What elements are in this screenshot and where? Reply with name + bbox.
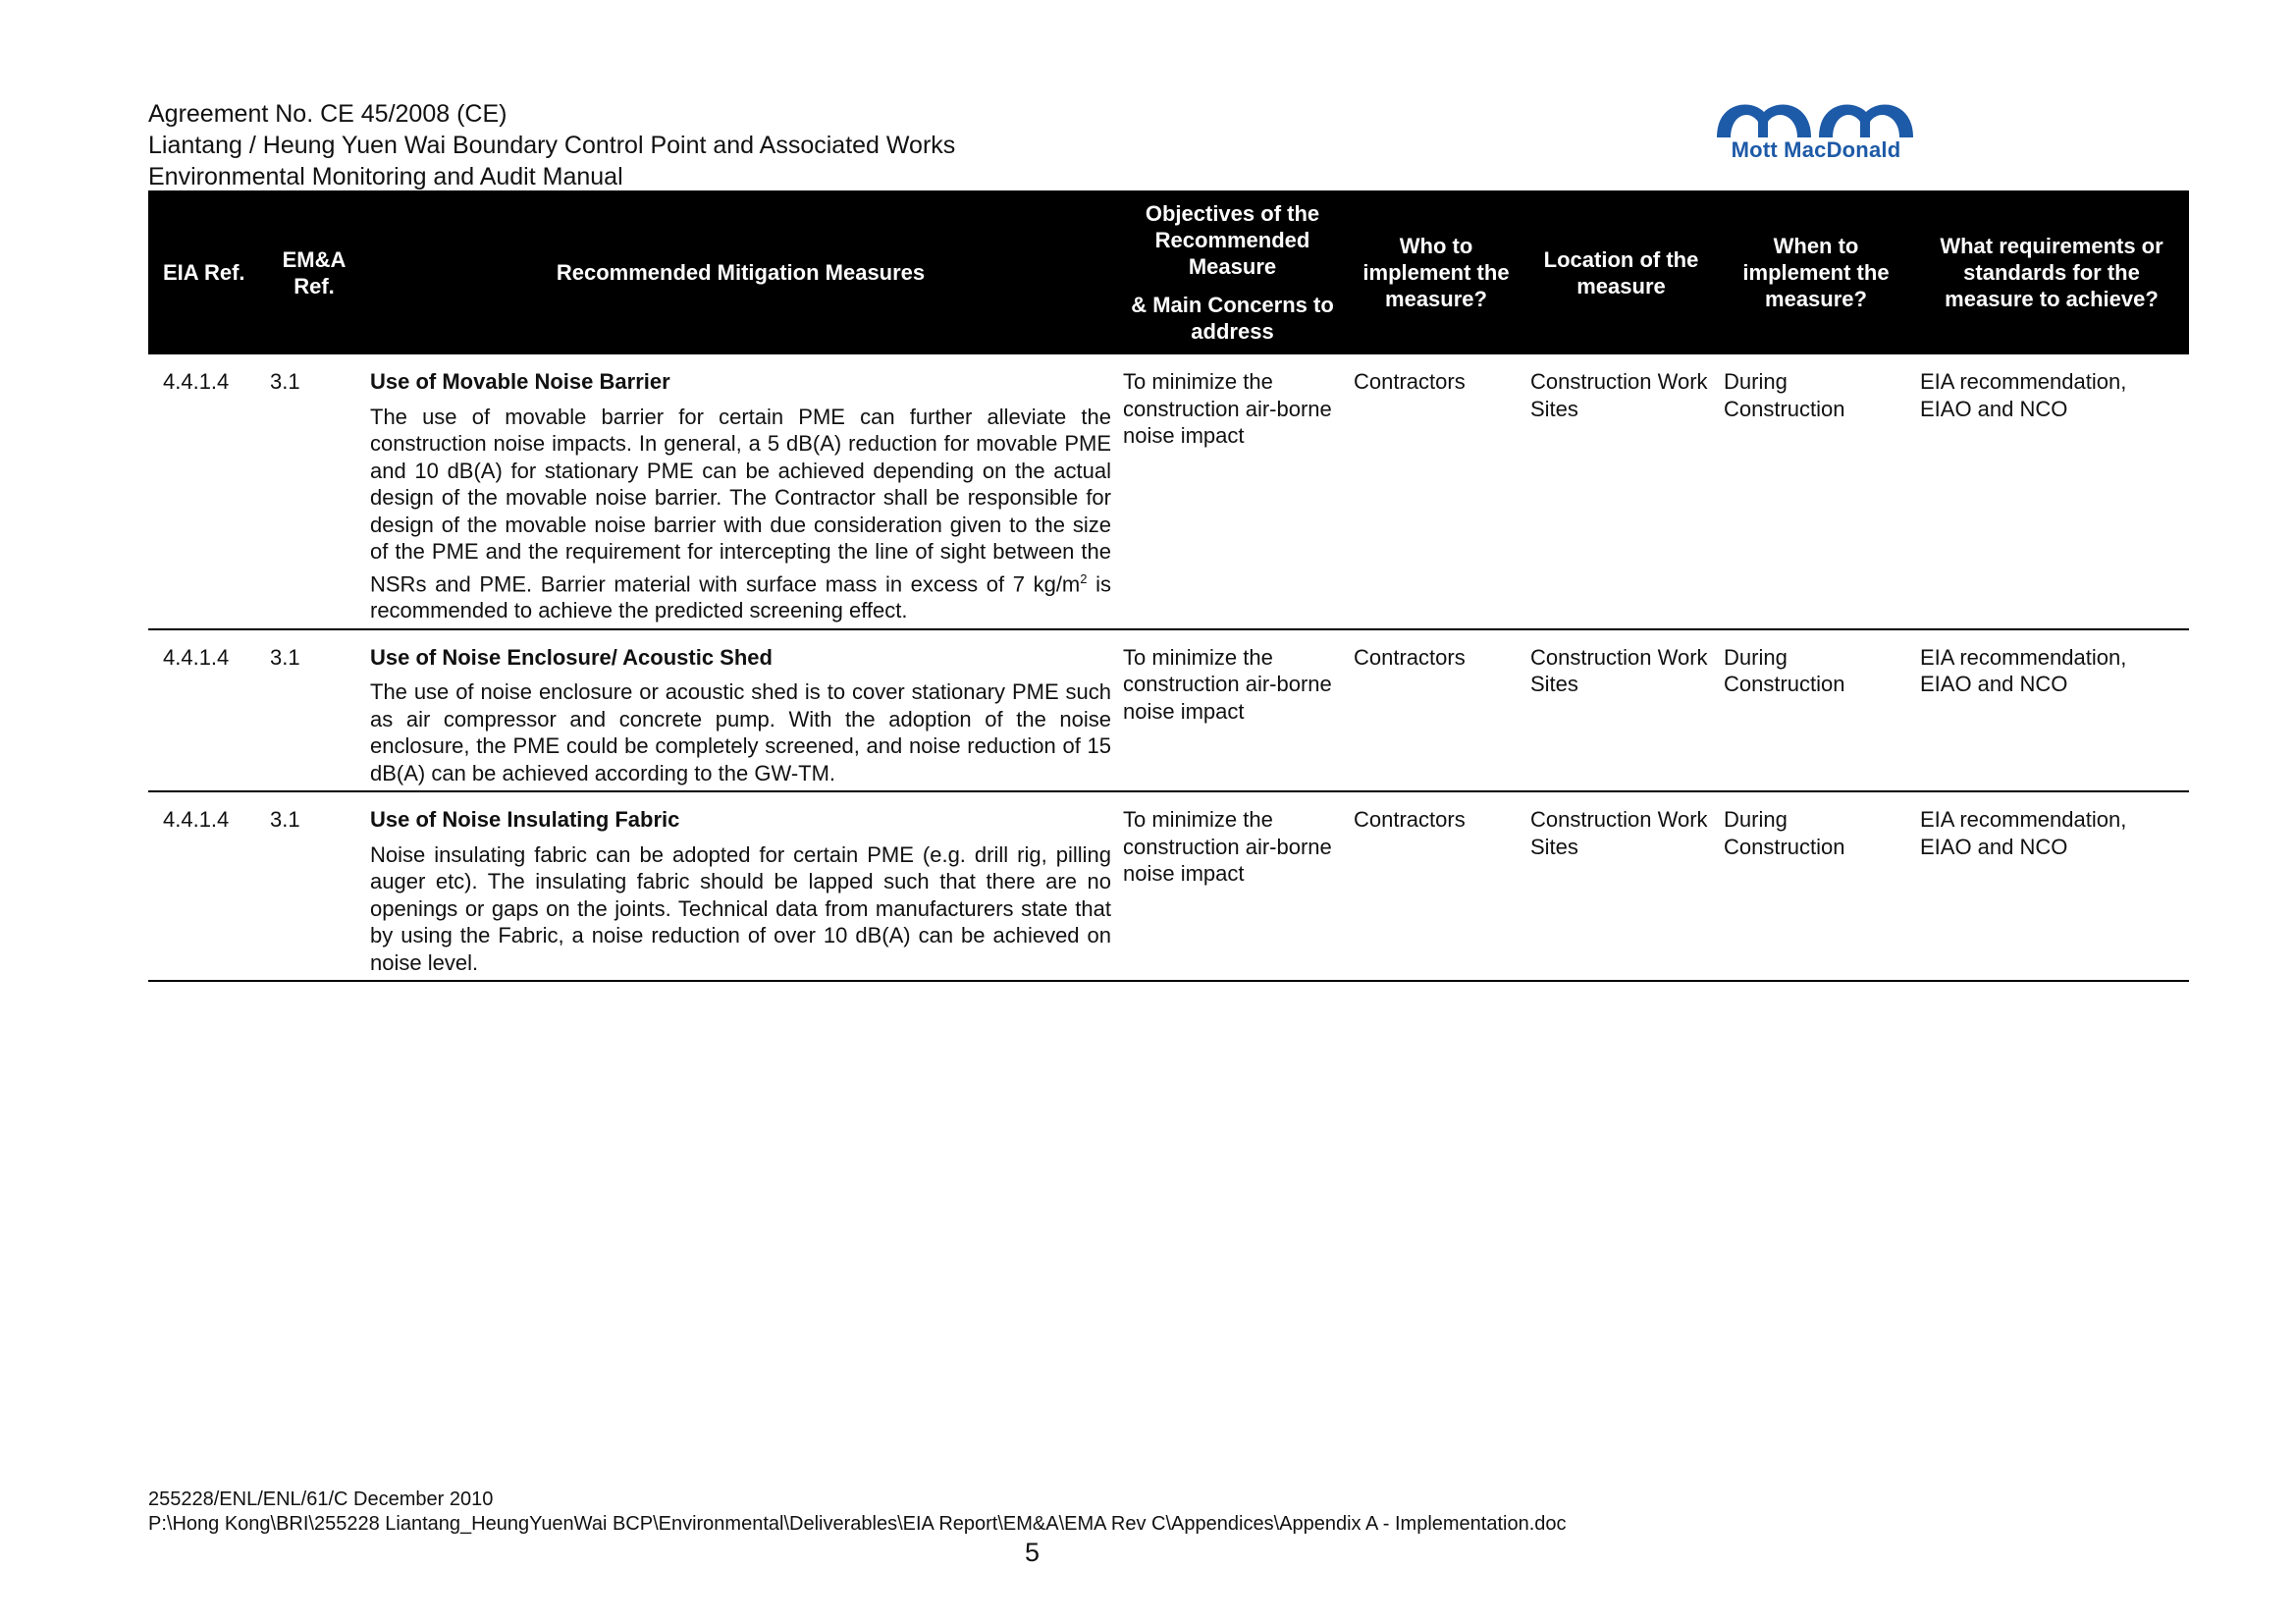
ema-ref-cell: 3.1 <box>264 354 364 629</box>
measure-cell <box>364 791 1117 981</box>
document-reference: 255228/ENL/ENL/61/C December 2010 <box>148 1489 494 1510</box>
col-who: Who to implement the measure? <box>1348 190 1524 354</box>
measure-description: Noise insulating fabric can be adopted for certain PME (e.g. drill rig, pilling auger etc). The insulating fabric should be lapped such that there are no openings or gaps on the joints. Technical data from manufacturers state that by using the Fabric, a noise reduction of over 10 dB(A) can be achieved on noise level. <box>370 841 1111 975</box>
eia-ref-cell: 4.4.1.4 <box>148 354 264 629</box>
measure-cell <box>364 629 1117 792</box>
location-cell: Construction Work Sites <box>1524 791 1718 981</box>
implementation-schedule-table <box>148 190 2189 982</box>
col-ema-ref: EM&A Ref. <box>264 190 364 354</box>
col-objectives <box>1117 190 1348 354</box>
requirements-cell: EIA recommendation, EIAO and NCO <box>1914 791 2189 981</box>
measure-text-end: is recommended to achieve the predicted screening effect. <box>370 570 1112 623</box>
document-footer <box>148 1488 1567 1537</box>
who-cell: Contractors <box>1348 354 1524 629</box>
ema-ref-cell: 3.1 <box>264 629 364 792</box>
col-measures: Recommended Mitigation Measures <box>364 190 1117 354</box>
objective-cell: To minimize the construction air-borne noise impact <box>1117 629 1348 792</box>
mott-macdonald-logo <box>1713 94 1919 163</box>
measure-description <box>370 404 1111 624</box>
requirements-cell: EIA recommendation, EIAO and NCO <box>1914 354 2189 629</box>
superscript: 2 <box>1080 570 1088 586</box>
col-location: Location of the measure <box>1524 190 1718 354</box>
page-number: 5 <box>1025 1538 1041 1567</box>
who-cell: Contractors <box>1348 629 1524 792</box>
when-cell: During Construction <box>1718 354 1914 629</box>
document-header <box>148 98 955 192</box>
eia-ref-cell: 4.4.1.4 <box>148 629 264 792</box>
measure-cell <box>364 354 1117 629</box>
measure-title: Use of Noise Insulating Fabric <box>370 807 680 833</box>
when-cell: During Construction <box>1718 629 1914 792</box>
col-requirements: What requirements or standards for the measure to achieve? <box>1914 190 2189 354</box>
col-objectives-line2: & Main Concerns to address <box>1131 293 1334 344</box>
manual-title: Environmental Monitoring and Audit Manual <box>148 163 623 190</box>
col-objectives-line1: Objectives of the Recommended Measure <box>1145 201 1320 279</box>
measure-text: The use of movable barrier for certain PME can further alleviate the construction noise impacts. In general, a 5 dB(A) reduction for movable PME and 10 dB(A) for stationary PME can be achieved depending on the actual design of the movable noise barrier. The Contractor shall be responsible for design of the movable noise barrier with due consideration given to the size of the PME and the requirement for intercepting the line of sight between the NSRs and PME. Barrier material with surface mass in excess of 7 kg/m <box>370 404 1111 596</box>
objective-cell: To minimize the construction air-borne noise impact <box>1117 791 1348 981</box>
location-cell: Construction Work Sites <box>1524 354 1718 629</box>
table-row <box>148 791 2189 981</box>
table-row <box>148 354 2189 629</box>
who-cell: Contractors <box>1348 791 1524 981</box>
logo-wordmark: Mott MacDonald <box>1731 137 1901 162</box>
objective-cell: To minimize the construction air-borne noise impact <box>1117 354 1348 629</box>
location-cell: Construction Work Sites <box>1524 629 1718 792</box>
measure-title: Use of Movable Noise Barrier <box>370 369 670 394</box>
project-title: Liantang / Heung Yuen Wai Boundary Control Point and Associated Works <box>148 132 956 159</box>
when-cell: During Construction <box>1718 791 1914 981</box>
table-row <box>148 629 2189 792</box>
col-when: When to implement the measure? <box>1718 190 1914 354</box>
col-eia-ref: EIA Ref. <box>148 190 264 354</box>
ema-ref-cell: 3.1 <box>264 791 364 981</box>
table-header-row <box>148 190 2189 354</box>
eia-ref-cell: 4.4.1.4 <box>148 791 264 981</box>
requirements-cell: EIA recommendation, EIAO and NCO <box>1914 629 2189 792</box>
logo-arches-icon <box>1713 94 1919 139</box>
measure-description: The use of noise enclosure or acoustic shed is to cover stationary PME such as air compressor and concrete pump. With the adoption of the noise enclosure, the PME could be completely screened, and noise reduction of 15 dB(A) can be achieved according to the GW-TM. <box>370 679 1111 785</box>
measure-title: Use of Noise Enclosure/ Acoustic Shed <box>370 644 773 670</box>
file-path: P:\Hong Kong\BRI\255228 Liantang_HeungYuenWai BCP\Environmental\Deliverables\EIA Report\EM&A\EMA Rev C\Appendices\Appendix A - Implementation.doc <box>148 1513 1567 1535</box>
agreement-number: Agreement No. CE 45/2008 (CE) <box>148 100 507 128</box>
